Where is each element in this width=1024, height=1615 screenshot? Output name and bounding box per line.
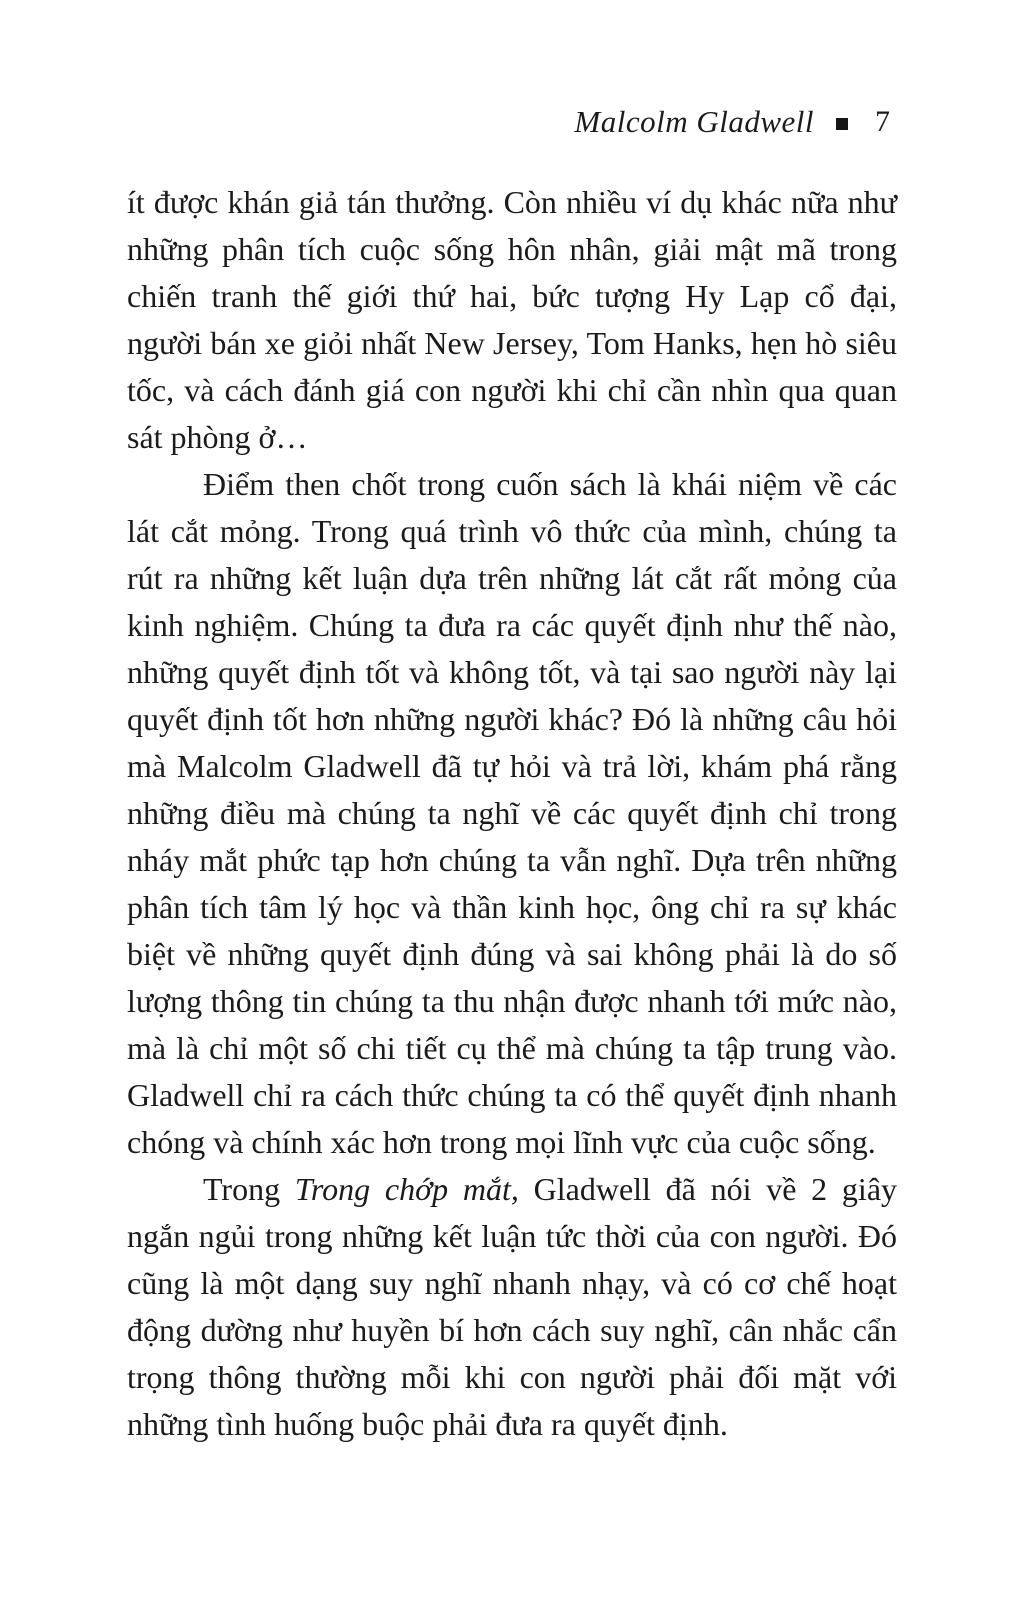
paragraph-2: Điểm then chốt trong cuốn sách là khái niệm về các lát cắt mỏng. Trong quá trình vô thức của mình, chúng ta rút ra những kết luận dựa trên những lát cắt rất mỏng của kinh nghiệm. Chúng ta đưa ra các quyết định như thế nào, những quyết định tốt và không tốt, và tại sao người này lại quyết định tốt hơn những người khác? Đó là những câu hỏi mà Malcolm Gladwell đã tự hỏi và trả lời, khám phá rằng những điều mà chúng ta nghĩ về các quyết định chỉ trong nháy mắt phức tạp hơn chúng ta vẫn nghĩ. Dựa trên những phân tích tâm lý học và thần kinh học, ông chỉ ra sự khác biệt về những quyết định đúng và sai không phải là do số lượng thông tin chúng ta thu nhận được nhanh tới mức nào, mà là chỉ một số chi tiết cụ thể mà chúng ta tập trung vào. Gladwell chỉ ra cách thức chúng ta có thể quyết định nhanh chóng và chính xác hơn trong mọi lĩnh vực của cuộc sống. — [127, 466, 897, 1160]
paragraph-1: ít được khán giả tán thưởng. Còn nhiều ví dụ khác nữa như những phân tích cuộc sống hôn nhân, giải mật mã trong chiến tranh thế giới thứ hai, bức tượng Hy Lạp cổ đại, người bán xe giỏi nhất New Jersey, Tom Hanks, hẹn hò siêu tốc, và cách đánh giá con người khi chỉ cần nhìn qua quan sát phòng ở… — [127, 184, 897, 455]
running-header — [127, 104, 890, 140]
square-bullet-icon — [836, 118, 848, 130]
book-title-italic: Trong chớp mắt, — [294, 1171, 519, 1207]
running-header-author: Malcolm Gladwell — [574, 104, 814, 139]
page-number: 7 — [875, 105, 890, 138]
paragraph-3-lead: Trong — [203, 1171, 295, 1207]
paragraph-3 — [127, 1166, 897, 1448]
paragraph-3-rest: Gladwell đã nói về 2 giây ngắn ngủi trong những kết luận tức thời của con người. Đó cũng là một dạng suy nghĩ nhanh nhạy, và có cơ chế hoạt động dường như huyền bí hơn cách suy nghĩ, cân nhắc cẩn trọng thông thường mỗi khi con người phải đối mặt với những tình huống buộc phải đưa ra quyết định. — [127, 1171, 898, 1442]
page-body — [127, 179, 897, 1448]
